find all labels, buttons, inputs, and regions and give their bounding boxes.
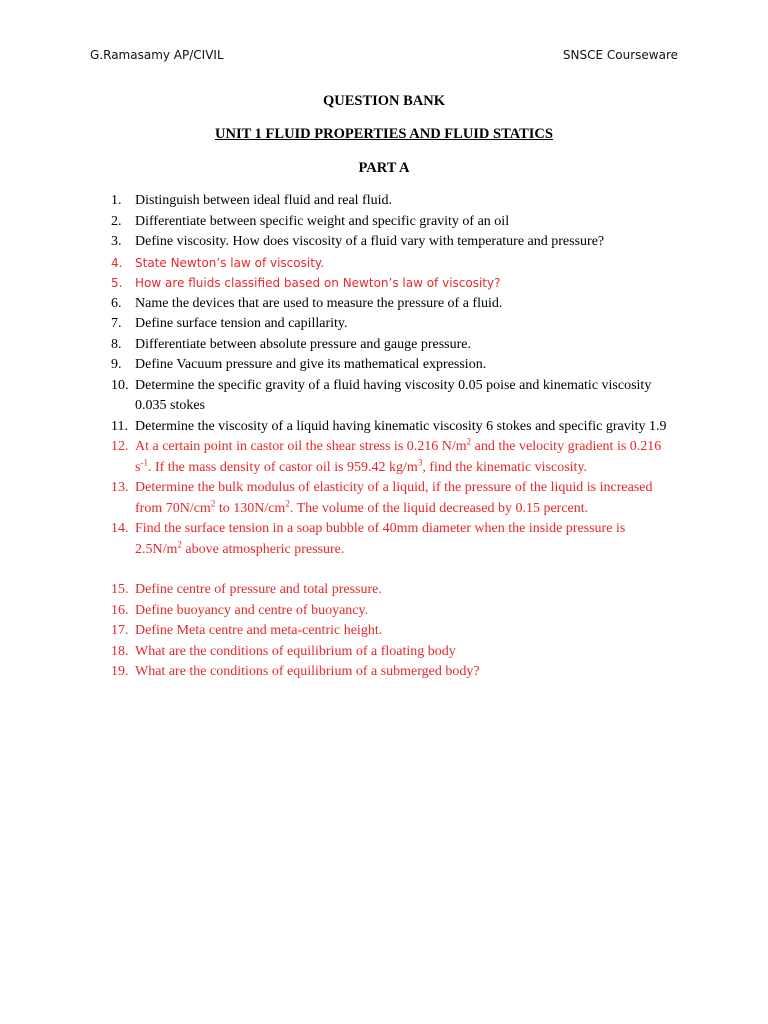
question-text: Define Meta centre and meta-centric height.: [135, 623, 383, 638]
question-number: 16.: [111, 602, 129, 618]
page-title: QUESTION BANK: [322, 93, 446, 109]
question-text: Distinguish between ideal fluid and real fluid.: [135, 193, 392, 208]
question-item: [111, 376, 671, 417]
question-list: [111, 191, 671, 683]
question-item: [111, 212, 671, 233]
question-text: Define surface tension and capillarity.: [135, 316, 348, 331]
superscript: 2: [210, 497, 216, 508]
question-text: How are fluids classified based on Newton’s law of viscosity?: [135, 276, 501, 290]
question-item: [111, 294, 671, 315]
question-number: 14.: [111, 521, 129, 536]
question-item: [111, 437, 671, 478]
question-text: Determine the viscosity of a liquid having kinematic viscosity 6 stokes and specific gravity 1.9: [135, 418, 667, 434]
question-text: Define buoyancy and centre of buoyancy.: [135, 602, 369, 618]
question-item: [111, 273, 671, 294]
question-item: [111, 519, 671, 560]
question-item: [111, 601, 671, 622]
question-text: Differentiate between absolute pressure and gauge pressure.: [135, 336, 471, 352]
question-item: [111, 642, 671, 663]
question-number: 17.: [111, 623, 129, 638]
question-number: 5.: [111, 276, 123, 290]
question-text: What are the conditions of equilibrium of a floating body: [135, 643, 456, 659]
question-text: and the velocity gradient is 0.216 s: [135, 439, 662, 475]
question-text: What are the conditions of equilibrium of a submerged body?: [135, 664, 480, 679]
superscript: 2: [285, 497, 290, 508]
superscript: 2: [177, 538, 182, 549]
question-text: Name the devices that are used to measure the pressure of a fluid.: [135, 295, 503, 311]
question-text: Define Vacuum pressure and give its mathematical expression.: [135, 357, 487, 372]
question-number: 19.: [111, 664, 129, 679]
question-text: above atmospheric pressure.: [181, 541, 345, 557]
question-item: [111, 478, 671, 519]
question-number: 1.: [111, 193, 122, 208]
question-number: 4.: [111, 255, 123, 270]
question-text: Determine the specific gravity of a fluid having viscosity 0.05 poise and kinematic viscosity 0.035 stokes: [135, 377, 652, 413]
question-item: [111, 662, 671, 683]
superscript: 2: [466, 436, 472, 447]
question-number: 2.: [111, 213, 122, 229]
question-text: . If the mass density of castor oil is 959.42 kg/m: [147, 459, 418, 475]
question-text: At a certain point in castor oil the shear stress is 0.216 N/m: [135, 439, 467, 454]
question-number: 18.: [111, 643, 129, 659]
question-item: [111, 191, 671, 212]
question-text: to 130N/cm: [215, 500, 286, 516]
superscript: -1: [140, 456, 148, 467]
unit-title: UNIT 1 FLUID PROPERTIES AND FLUID STATICS: [215, 126, 553, 142]
question-text: . The volume of the liquid decreased by 0.15 percent.: [289, 500, 589, 516]
question-item: [111, 621, 671, 642]
question-item: [111, 253, 671, 274]
question-number: 13.: [111, 480, 129, 495]
question-item: [111, 232, 671, 253]
question-number: 9.: [111, 357, 122, 372]
question-item: [111, 335, 671, 356]
question-text: Determine the bulk modulus of elasticity of a liquid, if the pressure of the liquid is increased from 70N/cm: [135, 480, 653, 516]
question-item: [111, 355, 671, 376]
question-text: , find the kinematic viscosity.: [422, 459, 588, 475]
question-text: Find the surface tension in a soap bubble of 40mm diameter when the inside pressure is 2.5N/m: [135, 521, 626, 557]
header-courseware: SNSCE Courseware: [562, 48, 678, 62]
question-number: 3.: [111, 234, 122, 249]
question-item: [111, 580, 671, 601]
superscript: 3: [417, 456, 423, 467]
question-text: Define viscosity. How does viscosity of a fluid vary with temperature and pressure?: [135, 234, 605, 249]
question-item: [111, 417, 671, 438]
question-number: 7.: [111, 316, 122, 331]
question-number: 10.: [111, 377, 129, 393]
question-text: Differentiate between specific weight and specific gravity of an oil: [135, 213, 510, 229]
question-text: State Newton’s law of viscosity.: [135, 255, 325, 270]
question-number: 12.: [111, 439, 129, 454]
part-title: PART A: [358, 160, 410, 176]
question-item: [111, 314, 671, 335]
question-number: 6.: [111, 295, 122, 311]
header-author: G.Ramasamy AP/CIVIL: [90, 48, 224, 62]
question-number: 11.: [111, 418, 128, 434]
question-text: Define centre of pressure and total pressure.: [135, 582, 382, 597]
question-number: 15.: [111, 582, 129, 597]
question-number: 8.: [111, 336, 122, 352]
